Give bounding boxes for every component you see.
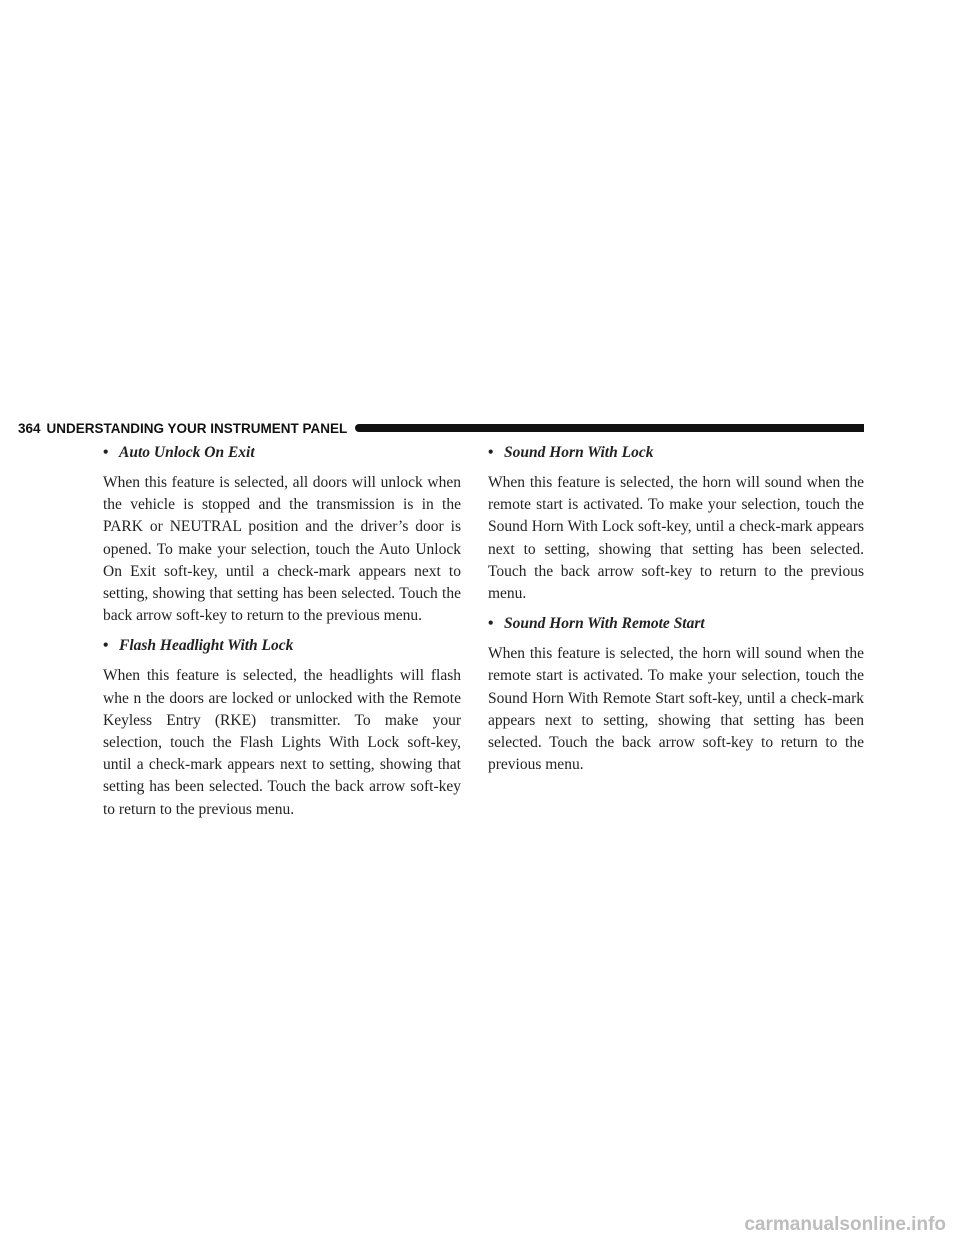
heading-text: Sound Horn With Lock [504,444,654,461]
heading-text: Sound Horn With Remote Start [504,615,705,633]
bullet-icon: • [103,637,109,655]
paragraph-sound-horn-remote: When this feature is selected, the horn will sound when the remote start is activated. To make your selection, touch the Sound Horn With Remote Start soft-key, until a check-mark appears next to setting, showing that setting has been selected. Touch the back arrow soft-key to return to the previous menu. [488,645,864,774]
paragraph-auto-unlock: When this feature is selected, all doors will unlock when the vehicle is stopped and the transmission is in the PARK or NEUTRAL position and the driver’s door is opened. To make your selection, touch the Auto Unlock On Exit soft-key, until a check-mark appears next to setting, showing that setting has been selected. Touch the back arrow soft-key to return to the previous menu. [103,474,461,625]
page-number: 364 [18,420,41,436]
bullet-heading-flash-headlight [103,635,461,657]
bullet-icon: • [488,615,494,633]
left-column [103,442,461,829]
bullet-heading-sound-horn-remote [488,613,864,635]
bullet-icon: • [488,444,494,461]
paragraph-sound-horn-lock: When this feature is selected, the horn will sound when the remote start is activated. To make your selection, touch the Sound Horn With Lock soft-key, until a check-mark appears next to setting, showing that setting has been selected. Touch the back arrow soft-key to return to the previous menu. [488,474,864,603]
bullet-heading-sound-horn-lock [488,442,864,464]
bullet-heading-auto-unlock [103,442,461,464]
header-rule [355,424,864,432]
watermark-text: carmanualsonline.info [744,1214,946,1235]
heading-text: Auto Unlock On Exit [119,444,255,461]
section-title: UNDERSTANDING YOUR INSTRUMENT PANEL [46,420,348,436]
page-header [18,418,864,438]
right-column [488,442,864,784]
heading-text: Flash Headlight With Lock [119,637,294,655]
bullet-icon: • [103,444,109,461]
paragraph-flash-headlight: When this feature is selected, the headlights will flash whe n the doors are locked or unlocked with the Remote Keyless Entry (RKE) transmitter. To make your selection, touch the Flash Lights With Lock soft-key, until a check-mark appears next to setting, showing that setting has been selected. Touch the back arrow soft-key to return to the previous menu. [103,667,461,818]
